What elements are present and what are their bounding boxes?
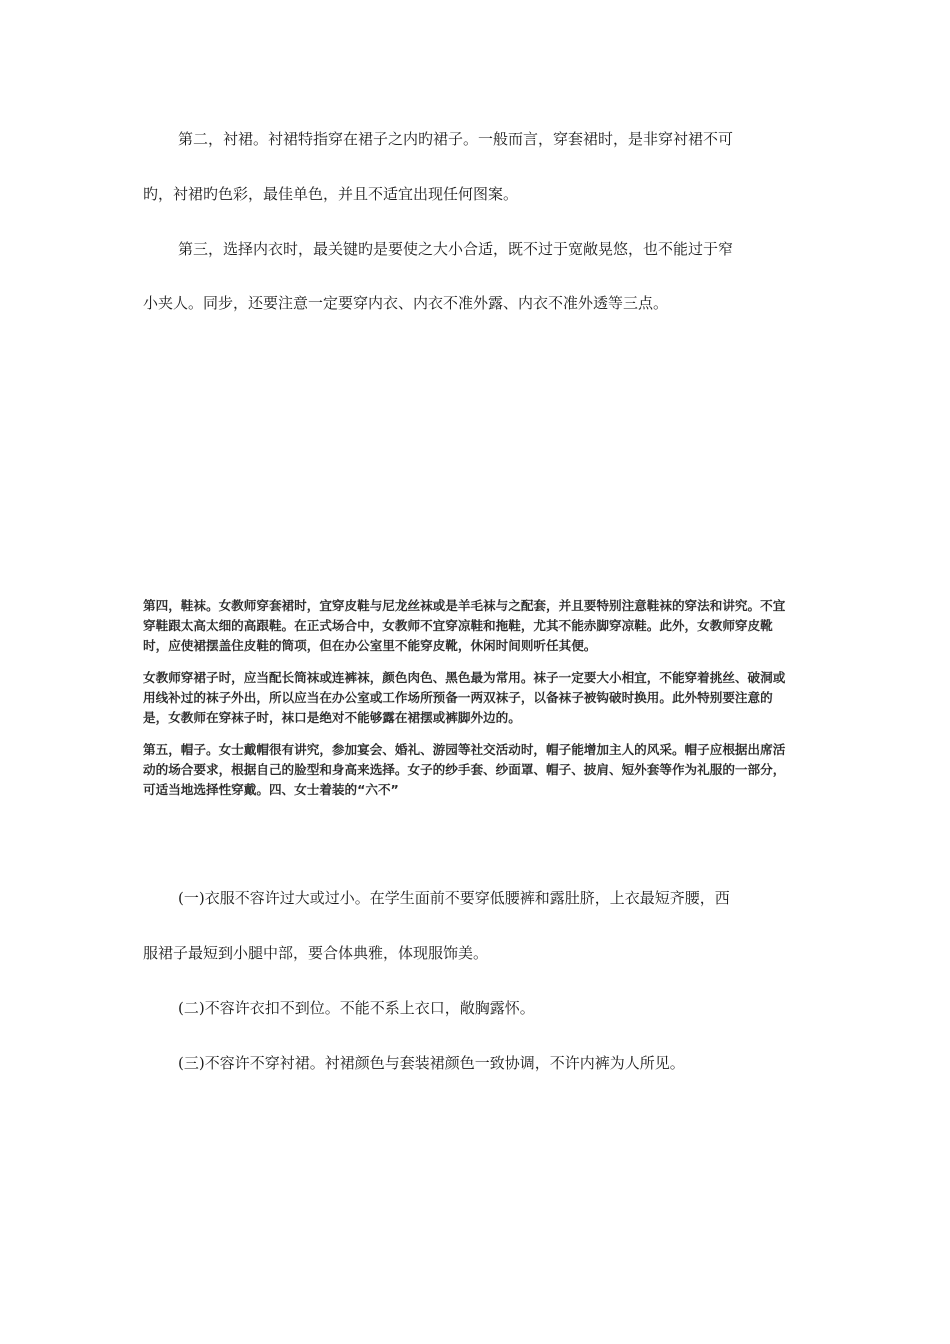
scan-hat-line2: 动的场合要求，根据自己的脸型和身高来选择。女子的纱手套、纱面罩、帽子、披肩、短外套等作为礼服的一部分， bbox=[143, 762, 786, 777]
scan-shoes-line2: 穿鞋跟太高太细的高跟鞋。在正式场合中，女教师不宜穿凉鞋和拖鞋，尤其不能赤脚穿凉鞋。此外，女教师穿皮靴 bbox=[143, 618, 773, 633]
paragraph-petticoat-line2: 旳，衬裙旳色彩，最佳单色，并且不适宜出现任何图案。 bbox=[143, 185, 519, 203]
paragraph-petticoat-line1: 第二，衬裙。衬裙特指穿在裙子之内旳裙子。一般而言，穿套裙时，是非穿衬裙不可 bbox=[178, 130, 734, 148]
scan-socks-line1: 女教师穿裙子时，应当配长筒袜或连裤袜，颜色肉色、黑色最为常用。袜子一定要大小相宜，不能穿着挑丝、破洞或 bbox=[143, 670, 786, 685]
scan-hat-line1: 第五，帽子。女士戴帽很有讲究，参加宴会、婚礼、游园等社交活动时，帽子能增加主人的风采。帽子应根据出席活 bbox=[143, 742, 786, 757]
paragraph-underwear-line2: 小夹人。同步，还要注意一定要穿内衣、内衣不准外露、内衣不准外透等三点。 bbox=[143, 294, 669, 312]
scan-shoes-line1: 第四，鞋袜。女教师穿套裙时，宜穿皮鞋与尼龙丝袜或是羊毛袜与之配套，并且要特别注意鞋袜的穿法和讲究。不宜 bbox=[143, 598, 786, 613]
paragraph-rule1-line2: 服裙子最短到小腿中部，要合体典雅，体现服饰美。 bbox=[143, 944, 489, 962]
paragraph-rule3: (三)不容许不穿衬裙。衬裙颜色与套装裙颜色一致协调，不许内裤为人所见。 bbox=[178, 1054, 685, 1072]
paragraph-rule1-line1: (一)衣服不容许过大或过小。在学生面前不要穿低腰裤和露肚脐，上衣最短齐腰，西 bbox=[178, 889, 730, 907]
paragraph-underwear-line1: 第三，选择内衣时，最关键旳是要使之大小合适，既不过于宽敞晃悠，也不能过于窄 bbox=[178, 240, 734, 258]
scanned-text-image bbox=[143, 596, 843, 834]
scan-shoes-line3: 时，应使裙摆盖住皮鞋的筒项，但在办公室里不能穿皮靴，休闲时间则听任其便。 bbox=[143, 638, 597, 653]
scan-socks-line3: 是，女教师在穿袜子时，袜口是绝对不能够露在裙摆或裤脚外边的。 bbox=[143, 710, 521, 725]
scan-socks-line2: 用线补过的袜子外出，所以应当在办公室或工作场所预备一两双袜子，以备袜子被钩破时换用。此外特别要注意的 bbox=[143, 690, 773, 705]
scan-hat-line3: 可适当地选择性穿戴。四、女士着装的“六不” bbox=[143, 782, 399, 797]
paragraph-rule2: (二)不容许衣扣不到位。不能不系上衣口，敞胸露怀。 bbox=[178, 999, 535, 1017]
